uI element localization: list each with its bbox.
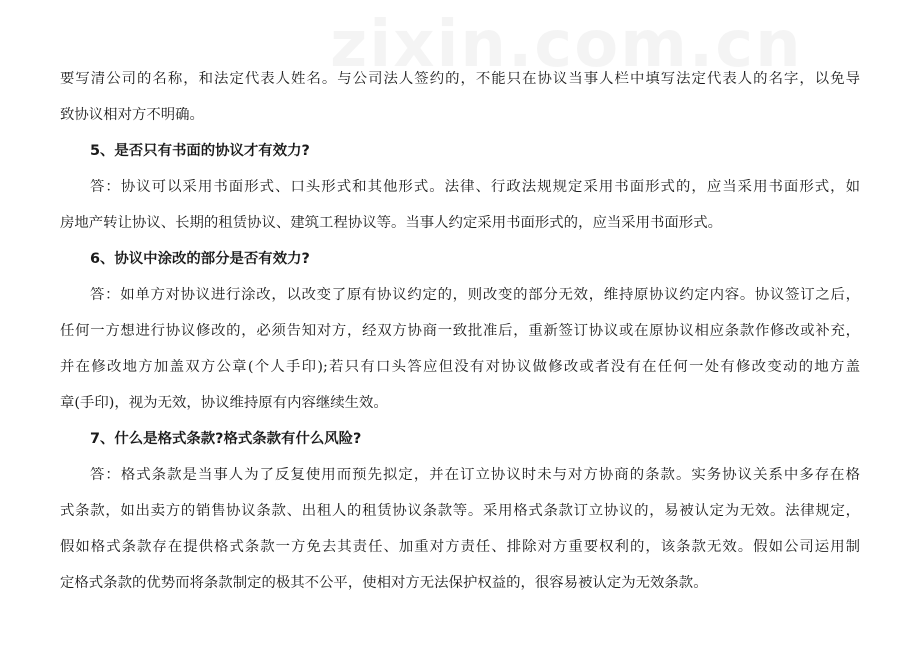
- section-heading-5: 5、是否只有书面的协议才有效力?: [90, 143, 310, 159]
- paragraph-line: 假如格式条款存在提供格式条款一方免去其责任、加重对方责任、排除对方重要权利的，该条款无效。假如公司运用制: [60, 539, 860, 555]
- paragraph-line: 式条款，如出卖方的销售协议条款、出租人的租赁协议条款等。采用格式条款订立协议的，易被认定为无效。法律规定，: [60, 503, 860, 519]
- paragraph-line: 并在修改地方加盖双方公章(个人手印);若只有口头答应但没有对协议做修改或者没有在任何一处有修改变动的地方盖: [60, 359, 860, 375]
- paragraph-line: 致协议相对方不明确。: [60, 107, 204, 123]
- paragraph-line: 答：协议可以采用书面形式、口头形式和其他形式。法律、行政法规规定采用书面形式的，应当采用书面形式，如: [90, 179, 860, 195]
- paragraph-line: 要写清公司的名称，和法定代表人姓名。与公司法人签约的，不能只在协议当事人栏中填写法定代表人的名字，以免导: [60, 71, 860, 87]
- paragraph-line: 房地产转让协议、长期的租赁协议、建筑工程协议等。当事人约定采用书面形式的，应当采用书面形式。: [60, 215, 722, 231]
- section-heading-7: 7、什么是格式条款?格式条款有什么风险?: [90, 431, 362, 447]
- paragraph-line: 答：格式条款是当事人为了反复使用而预先拟定，并在订立协议时未与对方协商的条款。实务协议关系中多存在格: [90, 467, 860, 483]
- paragraph-line: 定格式条款的优势而将条款制定的极其不公平，使相对方无法保护权益的，很容易被认定为无效条款。: [60, 575, 708, 591]
- paragraph-line: 答：如单方对协议进行涂改，以改变了原有协议约定的，则改变的部分无效，维持原协议约定内容。协议签订之后，: [90, 287, 860, 303]
- section-heading-6: 6、协议中涂改的部分是否有效力?: [90, 251, 310, 267]
- paragraph-line: 任何一方想进行协议修改的，必须告知对方，经双方协商一致批准后，重新签订协议或在原协议相应条款作修改或补充，: [60, 323, 860, 339]
- paragraph-line: 章(手印)，视为无效，协议维持原有内容继续生效。: [60, 395, 388, 411]
